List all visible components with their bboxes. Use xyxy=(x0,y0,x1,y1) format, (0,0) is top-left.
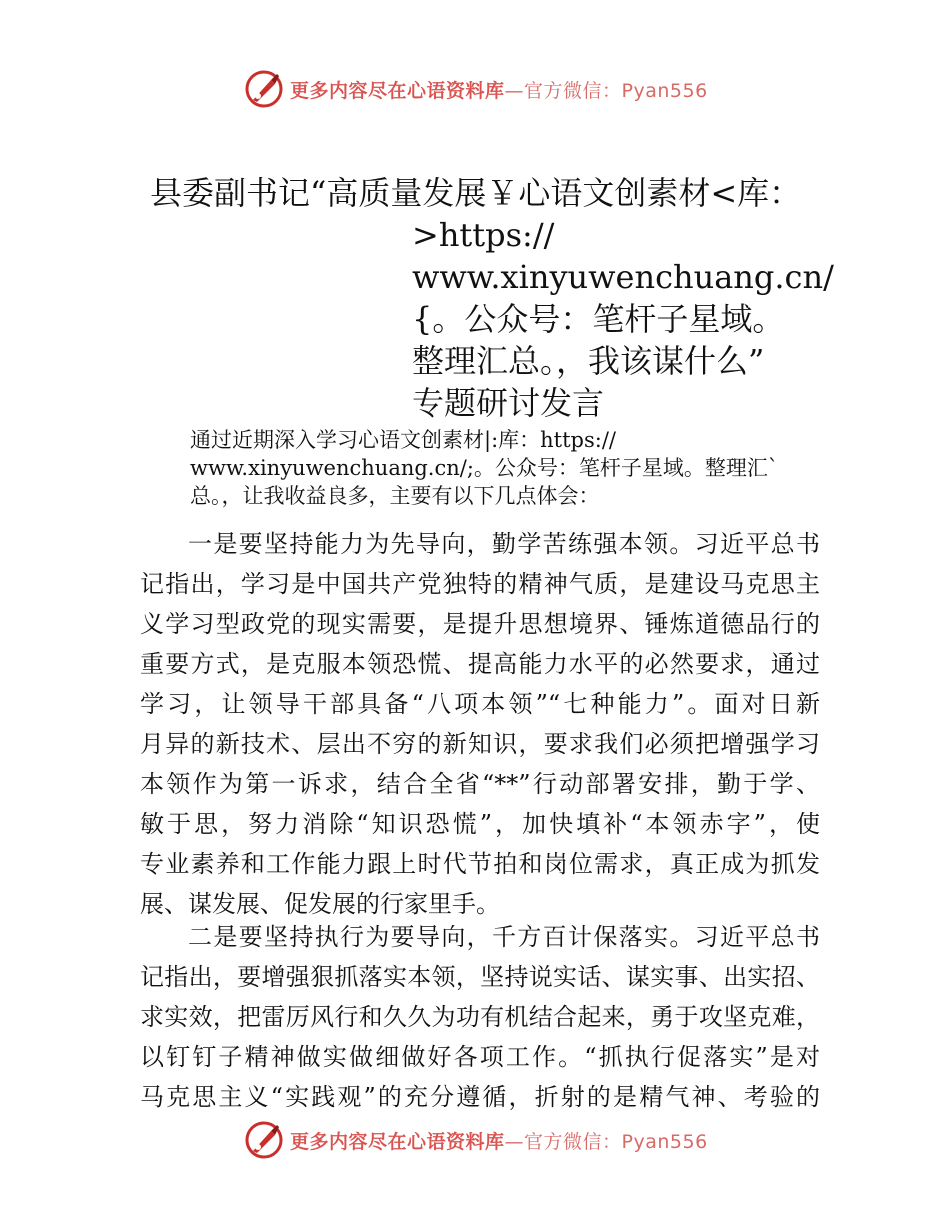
paragraph-line: 以钉钉子精神做实做细做好各项工作。“抓执行促落实”是对 xyxy=(140,1043,820,1071)
paragraph-line: 一是要坚持能力为先导向，勤学苦练强本领。习近平总书 xyxy=(188,530,820,558)
paragraph-line: 学习，让领导干部具备“八项本领”“七种能力”。面对日新 xyxy=(140,690,820,718)
intro-paragraph xyxy=(190,426,850,510)
paragraph-line: 重要方式，是克服本领恐慌、提高能力水平的必然要求，通过 xyxy=(140,650,820,678)
paragraph-line: 求实效，把雷厉风行和久久为功有机结合起来，勇于攻坚克难， xyxy=(140,1003,820,1031)
pen-logo-icon xyxy=(244,69,284,109)
paragraph-line: 义学习型政党的现实需要，是提升思想境界、锤炼道德品行的 xyxy=(140,610,820,638)
paragraph-line: 展、谋发展、促发展的行家里手。 xyxy=(140,890,500,918)
title-line-2: >https:// xyxy=(412,216,555,254)
title-line-5: 整理汇总。，我该谋什么” xyxy=(412,342,765,380)
paragraph-line: 记指出，要增强狠抓落实本领，坚持说实话、谋实事、出实招、 xyxy=(140,963,820,991)
paragraph-line: 二是要坚持执行为要导向，千方百计保落实。习近平总书 xyxy=(188,923,820,951)
footer-banner xyxy=(244,1118,724,1162)
banner-text-bold: 更多内容尽在心语资料库 xyxy=(290,79,505,102)
banner-text xyxy=(290,76,708,103)
header-banner xyxy=(244,67,724,111)
body-paragraph-1 xyxy=(140,524,820,924)
document-title xyxy=(150,172,834,424)
banner-text-plain: —官方微信：Pyan556 xyxy=(504,1130,708,1153)
title-line-1: 县委副书记“高质量发展￥心语文创素材<库： xyxy=(150,174,802,212)
paragraph-line: 专业素养和工作能力跟上时代节拍和岗位需求，真正成为抓发 xyxy=(140,850,820,878)
title-line-3: www.xinyuwenchuang.cn/ xyxy=(412,258,834,296)
banner-text xyxy=(290,1127,708,1154)
paragraph-line: 月异的新技术、层出不穷的新知识，要求我们必须把增强学习 xyxy=(140,730,820,758)
paragraph-line: 敏于思，努力消除“知识恐慌”，加快填补“本领赤字”，使 xyxy=(140,810,820,838)
paragraph-line: 本领作为第一诉求，结合全省“**”行动部署安排，勤于学、 xyxy=(140,770,820,798)
pen-logo-icon xyxy=(244,1120,284,1160)
intro-line-1: 通过近期深入学习心语文创素材|:库：https:// xyxy=(190,428,616,452)
banner-text-plain: —官方微信：Pyan556 xyxy=(504,79,708,102)
intro-line-3: 总。，让我收益良多，主要有以下几点体会： xyxy=(190,484,600,508)
title-line-6: 专题研讨发言 xyxy=(412,384,605,422)
intro-line-2: www.xinyuwenchuang.cn/;。公众号：笔杆子星域。整理汇` xyxy=(190,456,779,480)
title-line-4: {。公众号：笔杆子星域。 xyxy=(412,300,785,338)
body-paragraph-2 xyxy=(140,917,820,1117)
banner-text-bold: 更多内容尽在心语资料库 xyxy=(290,1130,505,1153)
paragraph-line: 马克思主义“实践观”的充分遵循，折射的是精气神、考验的 xyxy=(140,1083,820,1111)
paragraph-line: 记指出，学习是中国共产党独特的精神气质，是建设马克思主 xyxy=(140,570,820,598)
